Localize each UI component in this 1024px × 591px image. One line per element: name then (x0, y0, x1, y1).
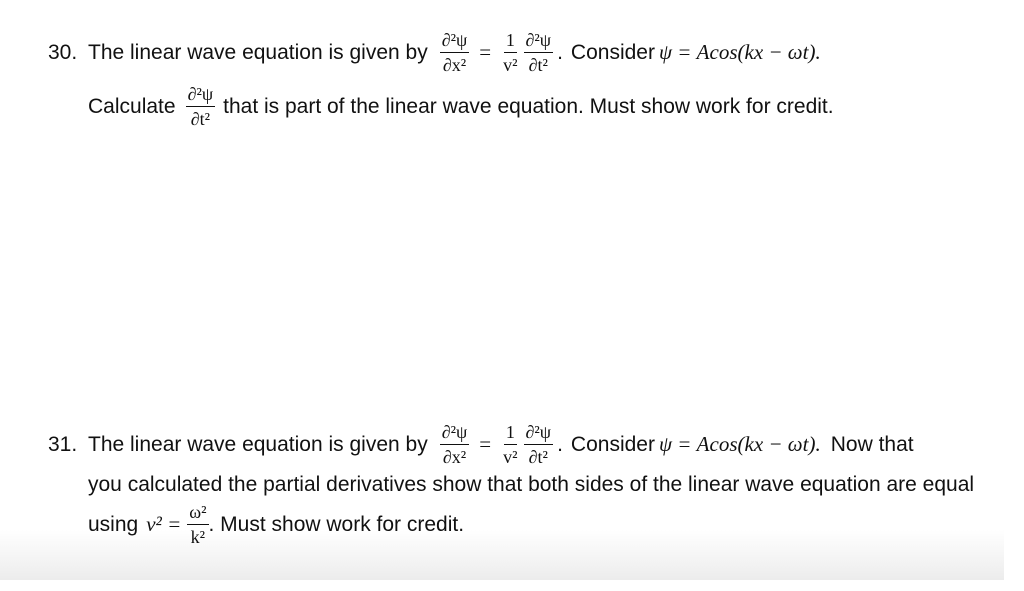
q31-using: using (88, 513, 139, 537)
q30-rhs-denominator: ∂t² (528, 55, 548, 76)
q31-consider: Consider (570, 433, 655, 457)
q30-derivative-fraction (186, 84, 216, 129)
q30-line-2 (88, 84, 834, 129)
q31-now-that: Now that (830, 433, 914, 457)
q31-rhs-fraction (524, 422, 554, 467)
q30-intro: The linear wave equation is given by (88, 41, 428, 65)
q30-coef-numerator: 1 (504, 30, 517, 53)
q31-rhs-numerator: ∂²ψ (524, 422, 554, 445)
q31-omega-denominator: k² (190, 527, 206, 548)
q31-lhs-numerator: ∂²ψ (440, 422, 470, 445)
q30-calculate: Calculate (88, 95, 176, 119)
q31-instruction: . Must show work for credit. (208, 513, 465, 537)
q31-continuation: you calculated the partial derivatives show that both sides of the linear wave equation are equal (88, 473, 975, 496)
q31-lhs-denominator: ∂x² (442, 447, 467, 468)
right-margin (1004, 0, 1024, 591)
q30-instruction: that is part of the linear wave equation. Must show work for credit. (223, 95, 834, 119)
q31-omega-numerator: ω² (187, 502, 208, 525)
q31-line-2 (88, 474, 974, 495)
q30-coef-fraction (501, 30, 519, 75)
q31-number: 31. (48, 433, 78, 457)
q30-consider: Consider (570, 41, 655, 65)
q31-equals: = (479, 432, 492, 457)
q31-period: . (557, 433, 563, 457)
q30-lhs-fraction (440, 30, 470, 75)
q31-lhs-fraction (440, 422, 470, 467)
q30-equals: = (479, 40, 492, 65)
q30-rhs-fraction (524, 30, 554, 75)
q31-v-squared: v² = (146, 512, 182, 537)
q30-derivative-numerator: ∂²ψ (186, 84, 216, 107)
q30-period: . (557, 41, 563, 65)
q30-derivative-denominator: ∂t² (190, 109, 210, 130)
q31-coef-fraction (501, 422, 519, 467)
q30-rhs-numerator: ∂²ψ (524, 30, 554, 53)
q31-omega-fraction (187, 502, 208, 547)
q31-coef-numerator: 1 (504, 422, 517, 445)
q30-lhs-denominator: ∂x² (442, 55, 467, 76)
q30-line-1 (48, 30, 825, 75)
q31-line-1 (48, 422, 914, 467)
q30-number: 30. (48, 41, 78, 65)
q31-coef-denominator: v² (503, 447, 518, 468)
q30-coef-denominator: v² (503, 55, 518, 76)
q31-consider-expression: ψ = Acos(kx − ωt). (658, 432, 821, 457)
q30-consider-expression: ψ = Acos(kx − ωt). (658, 40, 821, 65)
q31-intro: The linear wave equation is given by (88, 433, 428, 457)
q30-lhs-numerator: ∂²ψ (440, 30, 470, 53)
q31-rhs-denominator: ∂t² (528, 447, 548, 468)
q31-line-3 (88, 502, 464, 547)
